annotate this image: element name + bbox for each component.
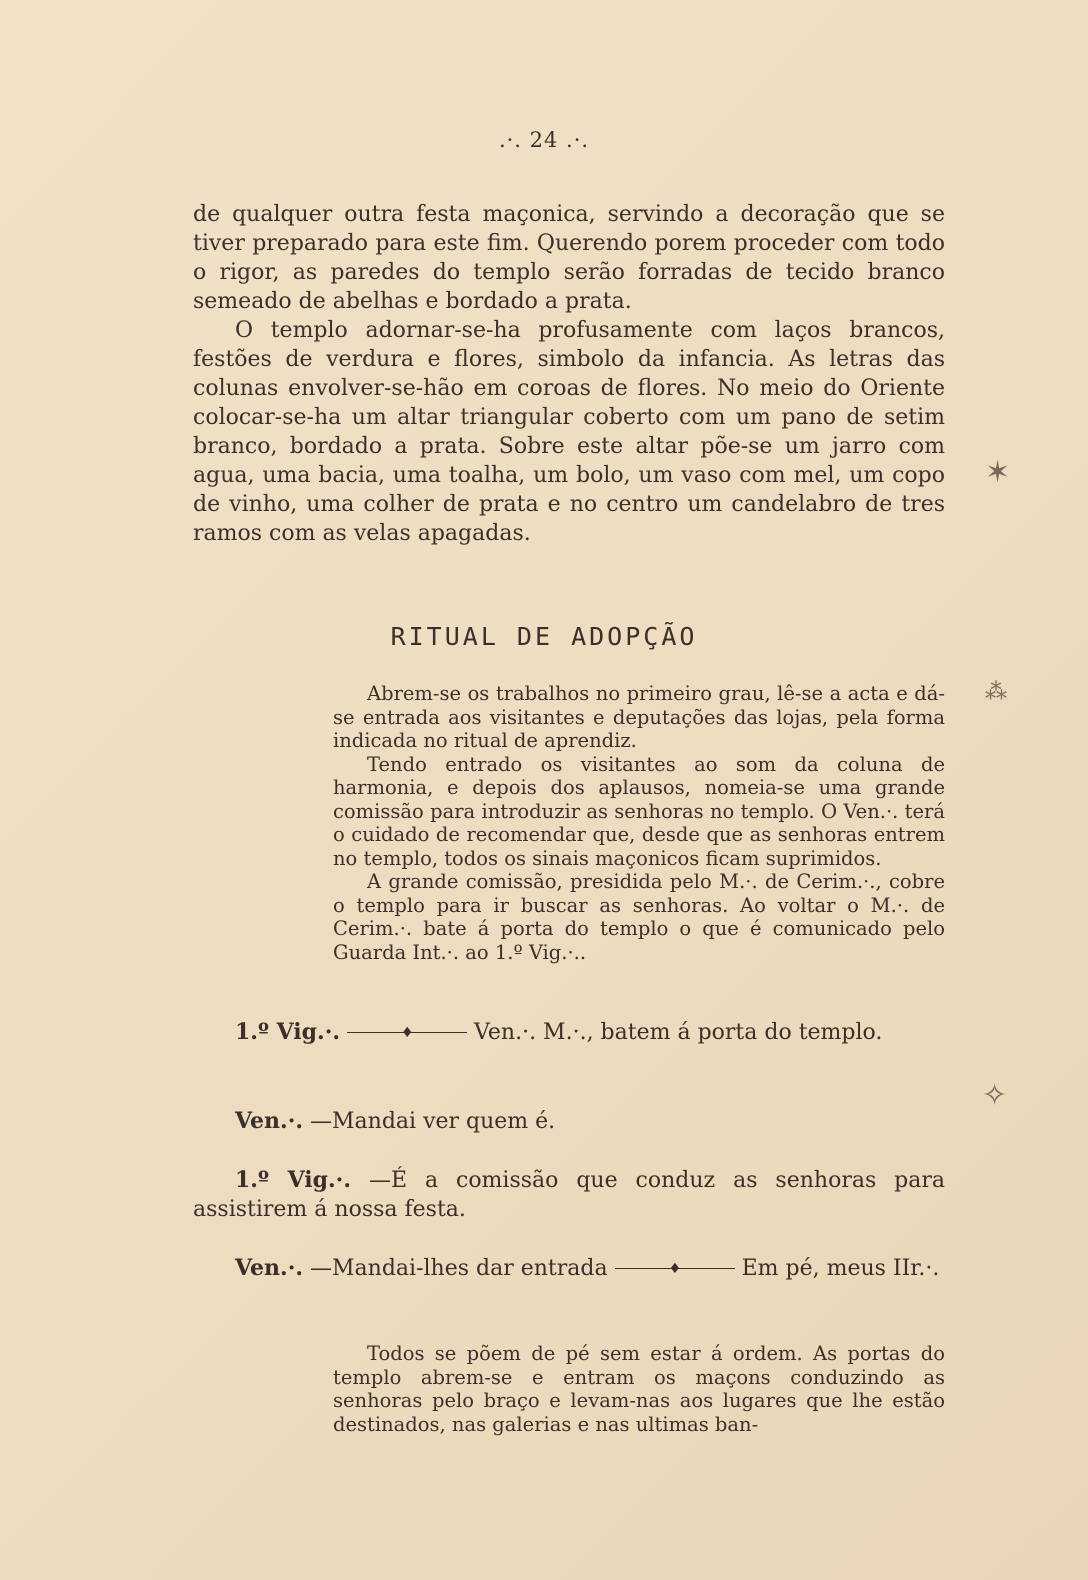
dialogue-text: —Mandai-lhes dar entrada: [310, 1256, 608, 1281]
dialogue-line-4: [193, 1254, 945, 1283]
dialogue-text: —É a comissão que conduz as senhoras para assistirem á nossa festa.: [193, 1168, 946, 1222]
rubric-block-1: [333, 682, 945, 964]
rubric-paragraph-1: Abrem-se os trabalhos no primeiro grau, lê-se a acta e dá-se entrada aos visitantes e deputações das lojas, pela forma indicada no ritual de aprendiz.: [333, 682, 945, 752]
speaker-label: Ven.·.: [235, 1108, 304, 1134]
margin-stain-icon: ⁂: [985, 680, 1007, 705]
dialogue-line-3: [193, 1166, 945, 1224]
margin-stain-icon: ✶: [985, 455, 1011, 490]
ornamental-rule: [347, 1028, 467, 1038]
speaker-label: Ven.·.: [235, 1255, 304, 1281]
intro-text: [193, 200, 945, 548]
speaker-label: 1.º Vig.·.: [235, 1019, 341, 1045]
rubric-paragraph-2: Tendo entrado os visitantes ao som da coluna de harmonia, e depois dos aplausos, nomeia-se uma grande comissão para introduzir as senhoras no templo. O Ven.·. terá o cuidado de recomendar que, desde que as senhoras entrem no templo, todos os sinais maçonicos ficam suprimidos.: [333, 752, 945, 870]
intro-paragraph-1: de qualquer outra festa maçonica, servindo a decoração que se tiver preparado para este fim. Querendo porem proceder com todo o rigor, as paredes do templo serão forradas de tecido branco semeado de abelhas e bordado a prata.: [193, 202, 945, 314]
rubric-block-2: [333, 1342, 945, 1436]
dialogue-line-1: [193, 1018, 945, 1047]
page-number: .·. 24 .·.: [498, 128, 590, 152]
rubric-paragraph-4: Todos se põem de pé sem estar á ordem. As portas do templo abrem-se e entram os maçons conduzindo as senhoras pelo braço e levam-nas aos lugares que lhe estão destinados, nas galerias e nas ultimas ban-: [333, 1342, 945, 1436]
intro-paragraph-2: O templo adornar-se-ha profusamente com laços brancos, festões de verdura e flores, simbolo da infancia. As letras das colunas envolver-se-hão em coroas de flores. No meio do Oriente colocar-se-ha um altar triangular coberto com um pano de setim branco, bordado a prata. Sobre este altar põe-se um jarro com agua, uma bacia, uma toalha, um bolo, um vaso com mel, um copo de vinho, uma colher de prata e no centro um candelabro de tres ramos com as velas apagadas.: [193, 318, 945, 546]
ornamental-rule: [615, 1264, 735, 1274]
dialogue-text: —Mandai ver quem é.: [310, 1109, 556, 1134]
dialogue-line-2: [193, 1107, 945, 1136]
dialogue-text: Em pé, meus IIr.·.: [741, 1256, 940, 1281]
rubric-paragraph-3: A grande comissão, presidida pelo M.·. de Cerim.·., cobre o templo para ir buscar as senhoras. Ao voltar o M.·. de Cerim.·. bate á porta do templo o que é comunicado pelo Guarda Int.·. ao 1.º Vig.·..: [333, 870, 945, 964]
speaker-label: 1.º Vig.·.: [235, 1167, 351, 1193]
section-title: RITUAL DE ADOPÇÃO: [390, 622, 698, 651]
margin-stain-icon: ✧: [982, 1078, 1008, 1113]
dialogue-text: Ven.·. M.·., batem á porta do templo.: [474, 1020, 883, 1045]
